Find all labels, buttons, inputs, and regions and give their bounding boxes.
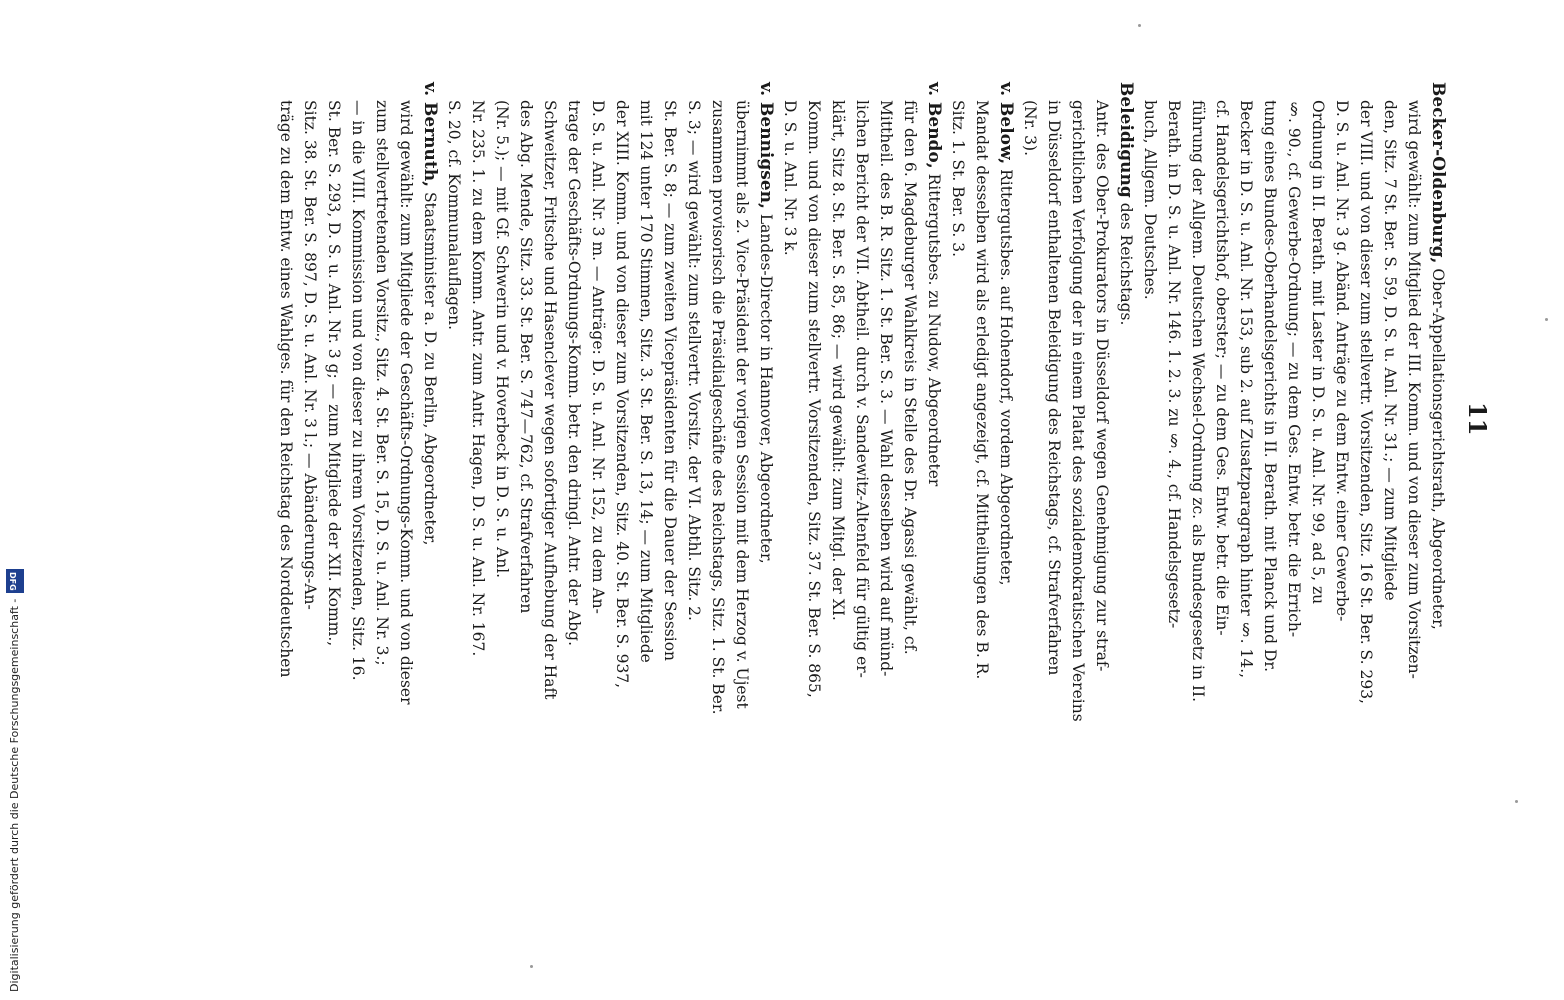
credit-text: Digitalisierung gefördert durch die Deutsche Forschungsgemeinschaft - — [8, 598, 21, 992]
entry-line: (Nr. 5.); — mit Gf. Schwerin und v. Hoverbeck in D. S. u. Anl. — [493, 100, 511, 579]
entry-line: mit 124 unter 170 Stimmen, Sitz. 3. St. Ber. S. 13, 14; — zum Mitgliede — [637, 100, 655, 663]
entry-heading: v. Bendo, — [924, 82, 944, 169]
register-entry — [1138, 82, 1450, 952]
dfg-logo-icon: DFG — [6, 569, 24, 593]
entry-first-line — [754, 82, 778, 952]
entry-line: Staatsminister a. D. zu Berlin, Abgeordneter, — [421, 191, 439, 546]
entry-line: Mittheil. des B. R. Sitz. 1. St. Ber. S. 3. — Wahl desselben wird auf münd- — [877, 100, 895, 677]
scan-speck — [1138, 24, 1141, 27]
entry-heading: Beleidigung — [1116, 82, 1136, 198]
entry-line: §. 90., cf. Gewerbe-Ordnung; — zu dem Ges. Entw. betr. die Errich- — [1285, 100, 1303, 638]
entry-line: für den 6. Magdeburger Wahlkreis in Stelle des Dr. Agassi gewählt, cf. — [901, 100, 919, 655]
entry-line: zusammen provisorisch die Präsidialgeschäfte des Reichstags, Sitz. 1. St. Ber. — [709, 100, 727, 715]
entry-line: S. 20, cf. Kommunalauflagen. — [445, 100, 463, 331]
entry-line: cf. Handelsgerichtshof, oberster; — zu dem Ges. Entw. betr. die Ein- — [1213, 100, 1231, 636]
entry-heading: v. Below, — [996, 82, 1016, 165]
entry-first-line — [1114, 82, 1138, 952]
entry-line: Rittergutsbes. auf Hohendorf, vordem Abgeordneter, — [997, 169, 1015, 586]
entry-line: wird gewählt: zum Mitglied der III. Komm. und von dieser zum Vorsitzen- — [1405, 100, 1423, 679]
register-entry — [778, 82, 946, 952]
entry-first-line — [922, 82, 946, 952]
entry-line: buch, Allgem. Deutsches. — [1141, 100, 1159, 300]
register-entry — [1018, 82, 1138, 952]
entry-line: in Düsseldorf enthaltenen Beleidigung des Reichstags, cf. Strafverfahren — [1045, 100, 1063, 676]
entry-line: Komm. und von dieser zum stellvertr. Vorsitzenden, Sitz. 37. St. Ber. S. 865, — [805, 100, 823, 698]
entry-line: träge zu dem Entw. eines Wahlges. für den Reichstag des Norddeutschen — [277, 100, 295, 678]
entry-line: trage der Geschäfts-Ordnungs-Komm. betr. den dringl. Antr. der Abg. — [565, 100, 583, 647]
entry-line: Mandat desselben wird als erledigt angezeigt, cf. Mittheilungen des B. R. — [973, 100, 991, 680]
page-number: 11 — [1463, 402, 1492, 436]
register-entry — [946, 82, 1018, 952]
entry-line: Ordnung in II. Berath. mit Laster in D. S. u. Anl. Nr. 99, ad 5, zu — [1309, 100, 1327, 605]
page-text — [277, 82, 1450, 952]
entry-line: der VIII. und von dieser zum stellvertr. Vorsitzenden, Sitz. 16 St. Ber. S. 293, — [1357, 100, 1375, 704]
entry-line: St. Ber. S. 293, D. S. u. Anl. Nr. 3 g; — zum Mitgliede der XII. Komm., — [325, 100, 343, 647]
entry-line: Nr. 235. 1. zu dem Komm. Antr. zum Antr. Hagen, D. S. u. Anl. Nr. 167. — [469, 100, 487, 657]
entry-line: führung der Allgem. Deutschen Wechsel-Ordnung zc. als Bundesgesetz in II. — [1189, 100, 1207, 703]
entry-line: S. 3; — wird gewählt: zum stellvertr. Vorsitz. der VI. Abthl. Sitz. 2. — [685, 100, 703, 621]
digitization-credit — [4, 8, 26, 992]
scan-speck — [530, 965, 533, 968]
entry-line: D. S. u. Anl. Nr. 3 m. — Anträge: D. S. u. Anl. Nr. 152, zu dem An- — [589, 100, 607, 614]
entry-line: D. S. u. Anl. Nr. 3 k. — [781, 100, 799, 256]
entry-line: Schweitzer, Fritsche und Hasenclever wegen sofortiger Aufhebung der Haft — [541, 100, 559, 700]
entry-line: übernimmt als 2. Vice-Präsident der vorigen Session mit dem Herzog v. Ujest — [733, 100, 751, 709]
entry-line: Ober-Appellationsgerichtsrath, Abgeordneter, — [1429, 268, 1447, 630]
entry-line: lichen Bericht der VII. Abtheil. durch v. Sandewitz-Altenfeld für gültig er- — [853, 100, 871, 678]
entry-line: D. S. u. Anl. Nr. 3 g. Abänd. Anträge zu dem Entw. einer Gewerbe- — [1333, 100, 1351, 622]
entry-heading: v. Bennigsen, — [756, 82, 776, 209]
register-entry — [274, 82, 442, 952]
entry-line: — in die VIII. Kommission und von dieser zu ihrem Vorsitzenden, Sitz. 16. — [349, 100, 367, 681]
entry-line: den, Sitz. 7 St. Ber. S. 59, D. S. u. Anl. Nr. 31.; — zum Mitgliede — [1381, 100, 1399, 601]
entry-line: Antr. des Ober-Prokurators in Düsseldorf wegen Genehmigung zur straf- — [1093, 100, 1111, 672]
scan-speck — [1515, 800, 1518, 803]
entry-heading: Becker-Oldenburg, — [1428, 82, 1448, 264]
scan-speck — [1545, 318, 1548, 321]
entry-line: zum stellvertretenden Vorsitz., Sitz. 4. St. Ber. S. 15, D. S. u. Anl. Nr. 3.; — [373, 100, 391, 666]
entry-heading: v. Bernuth, — [420, 82, 440, 187]
entry-line: St. Ber. S. 8; — zum zweiten Vicepräsidenten für die Dauer der Session — [661, 100, 679, 662]
entry-line: (Nr. 3). — [1021, 100, 1039, 157]
entry-line: klärt, Sitz 8. St. Ber. S. 85, 86; — wird gewählt: zum Mitgl. der XI. — [829, 100, 847, 621]
entry-line: des Abg. Mende, Sitz. 33. St. Ber. S. 747—762, cf. Strafverfahren — [517, 100, 535, 614]
entry-line: des Reichstags. — [1117, 202, 1135, 326]
entry-line: Rittergutsbes. zu Nudow, Abgeordneter — [925, 173, 943, 487]
register-entry — [442, 82, 778, 952]
entry-line: wird gewählt: zum Mitgliede der Geschäfts-Ordnungs-Komm. und von dieser — [397, 100, 415, 705]
entry-first-line — [994, 82, 1018, 952]
entry-line: Berath. in D. S. u. Anl. Nr. 146. 1. 2. 3. zu §. 4., cf. Handelsgesetz- — [1165, 100, 1183, 629]
entry-line: gerichtlichen Verfolgung der in einem Platat des sozialdemokratischen Vereins — [1069, 100, 1087, 722]
entry-line: Sitz. 1. St. Ber. S. 3. — [949, 100, 967, 258]
entry-line: tung eines Bundes-Oberhandelsgerichts in II. Berath. mit Planck und Dr. — [1261, 100, 1279, 673]
entry-first-line — [418, 82, 442, 952]
entry-first-line — [1426, 82, 1450, 952]
entry-line: Sitz. 38. St. Ber. S. 897, D. S. u. Anl. Nr. 3 l.; — Abänderungs-An- — [301, 100, 319, 610]
entry-line: der XIII. Komm. und von dieser zum Vorsitzenden, Sitz. 40. St. Ber. S. 937, — [613, 100, 631, 689]
entry-line: Becker in D. S. u. Anl. Nr. 153, sub 2. auf Zusatzparagraph hinter §. 14., — [1237, 100, 1255, 679]
entry-line: Landes-Director in Hannover, Abgeordneter, — [757, 213, 775, 564]
